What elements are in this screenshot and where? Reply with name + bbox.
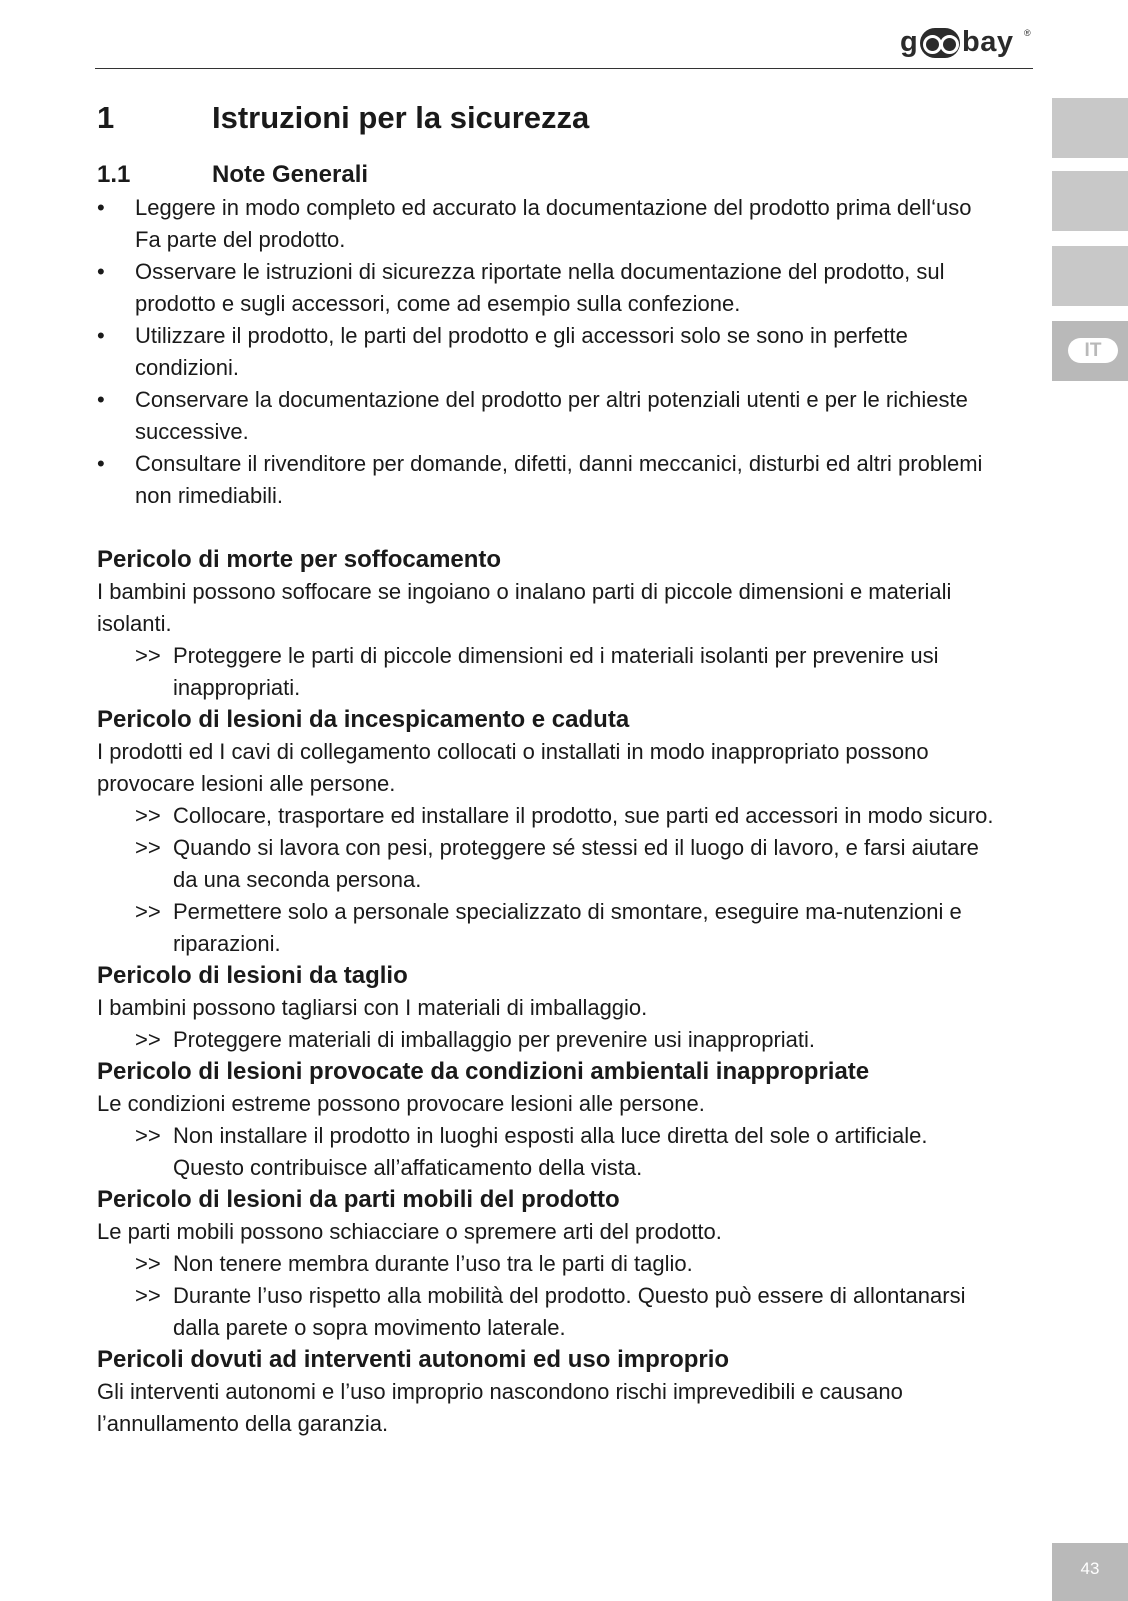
hazard-step xyxy=(97,1248,997,1280)
logo-letter-g: g xyxy=(900,26,919,58)
step-text: Collocare, trasportare ed installare il prodotto, sue parti ed accessori in modo sicuro. xyxy=(173,803,994,828)
hazard-section xyxy=(97,544,997,704)
step-arrow: >> xyxy=(135,803,161,828)
list-item: • Utilizzare il prodotto, le parti del prodotto e gli accessori solo se sono in perfette condizioni. xyxy=(97,323,908,380)
logo-registered-mark: ® xyxy=(1024,28,1031,38)
step-text: Quando si lavora con pesi, proteggere sé stessi ed il luogo di lavoro, e farsi aiutare da una seconda persona. xyxy=(173,835,979,892)
side-tab-2 xyxy=(1052,171,1128,231)
hazard-step xyxy=(97,832,997,896)
list-item: • Leggere in modo completo ed accurato la documentazione del prodotto prima dell‘uso Fa parte del prodotto. xyxy=(97,195,972,252)
step-text: Non tenere membra durante l’uso tra le parti di taglio. xyxy=(173,1251,693,1276)
hazard-title: Pericolo di lesioni da parti mobili del prodotto xyxy=(97,1186,620,1213)
list-item: • Consultare il rivenditore per domande, difetti, danni meccanici, disturbi ed altri problemi non rimediabili. xyxy=(97,451,983,508)
subsection-number: 1.1 xyxy=(97,161,131,188)
page-number-box xyxy=(1052,1543,1128,1601)
list-item: • Conservare la documentazione del prodotto per altri potenziali utenti e per le richieste successive. xyxy=(97,387,968,444)
hazard-section xyxy=(97,1056,997,1184)
hazard-title: Pericolo di lesioni da taglio xyxy=(97,962,408,989)
hazard-section xyxy=(97,704,997,960)
general-notes-list xyxy=(97,192,997,512)
language-badge: IT xyxy=(1068,338,1118,363)
subsection-title: Note Generali xyxy=(212,161,369,188)
hazard-description: I bambini possono soffocare se ingoiano o inalano parti di piccole dimensioni e materiali isolanti. xyxy=(97,579,952,636)
page-content xyxy=(97,96,997,1440)
section-number: 1 xyxy=(97,100,115,135)
step-arrow: >> xyxy=(135,1251,161,1276)
step-arrow: >> xyxy=(135,1283,161,1308)
hazard-description: Gli interventi autonomi e l’uso improprio nascondono rischi imprevedibili e causano l’annullamento della garanzia. xyxy=(97,1379,903,1436)
hazard-description: I bambini possono tagliarsi con I materiali di imballaggio. xyxy=(97,995,648,1020)
side-tab-3 xyxy=(1052,246,1128,306)
goobay-logo xyxy=(900,22,1030,62)
subsection-heading xyxy=(97,158,997,192)
hazard-title: Pericolo di morte per soffocamento xyxy=(97,546,502,573)
header-divider xyxy=(95,68,1033,69)
list-item: • Osservare le istruzioni di sicurezza riportate nella documentazione del prodotto, sul prodotto e sugli accessori, come ad esempio sulla confezione. xyxy=(97,259,945,316)
step-arrow: >> xyxy=(135,835,161,860)
hazard-description: I prodotti ed I cavi di collegamento collocati o installati in modo inappropriato possono provocare lesioni alle persone. xyxy=(97,739,929,796)
hazard-sections xyxy=(97,544,997,1440)
section-title: Istruzioni per la sicurezza xyxy=(212,100,590,135)
logo-oo-mark xyxy=(920,28,960,58)
hazard-step xyxy=(97,1120,997,1184)
step-text: Non installare il prodotto in luoghi esposti alla luce diretta del sole o artificiale. Questo contribuisce all’affaticamento della vista. xyxy=(173,1123,928,1180)
step-arrow: >> xyxy=(135,899,161,924)
hazard-step xyxy=(97,1024,997,1056)
hazard-step xyxy=(97,1280,997,1344)
step-text: Proteggere materiali di imballaggio per prevenire usi inappropriati. xyxy=(173,1027,816,1052)
step-arrow: >> xyxy=(135,1027,161,1052)
step-text: Durante l’uso rispetto alla mobilità del prodotto. Questo può essere di allontanarsi dalla parete o sopra movimento laterale. xyxy=(173,1283,966,1340)
hazard-description: Le parti mobili possono schiacciare o spremere arti del prodotto. xyxy=(97,1219,722,1244)
hazard-title: Pericoli dovuti ad interventi autonomi ed uso improprio xyxy=(97,1346,730,1373)
step-text: Permettere solo a personale specializzato di smontare, eseguire ma-nutenzioni e riparazioni. xyxy=(173,899,962,956)
hazard-description: Le condizioni estreme possono provocare lesioni alle persone. xyxy=(97,1091,705,1116)
hazard-section xyxy=(97,1184,997,1344)
hazard-section xyxy=(97,960,997,1056)
logo-letters-bay: bay xyxy=(962,26,1014,58)
page-number: 43 xyxy=(1080,1559,1100,1578)
hazard-step xyxy=(97,800,997,832)
side-tab-1 xyxy=(1052,98,1128,158)
hazard-step xyxy=(97,640,997,704)
step-arrow: >> xyxy=(135,1123,161,1148)
step-arrow: >> xyxy=(135,643,161,668)
hazard-title: Pericolo di lesioni provocate da condizioni ambientali inappropriate xyxy=(97,1058,870,1085)
side-tab-language xyxy=(1052,321,1128,381)
hazard-step xyxy=(97,896,997,960)
hazard-section xyxy=(97,1344,997,1440)
hazard-title: Pericolo di lesioni da incespicamento e caduta xyxy=(97,706,630,733)
section-heading xyxy=(97,96,997,140)
step-text: Proteggere le parti di piccole dimensioni ed i materiali isolanti per prevenire usi inappropriati. xyxy=(173,643,939,700)
